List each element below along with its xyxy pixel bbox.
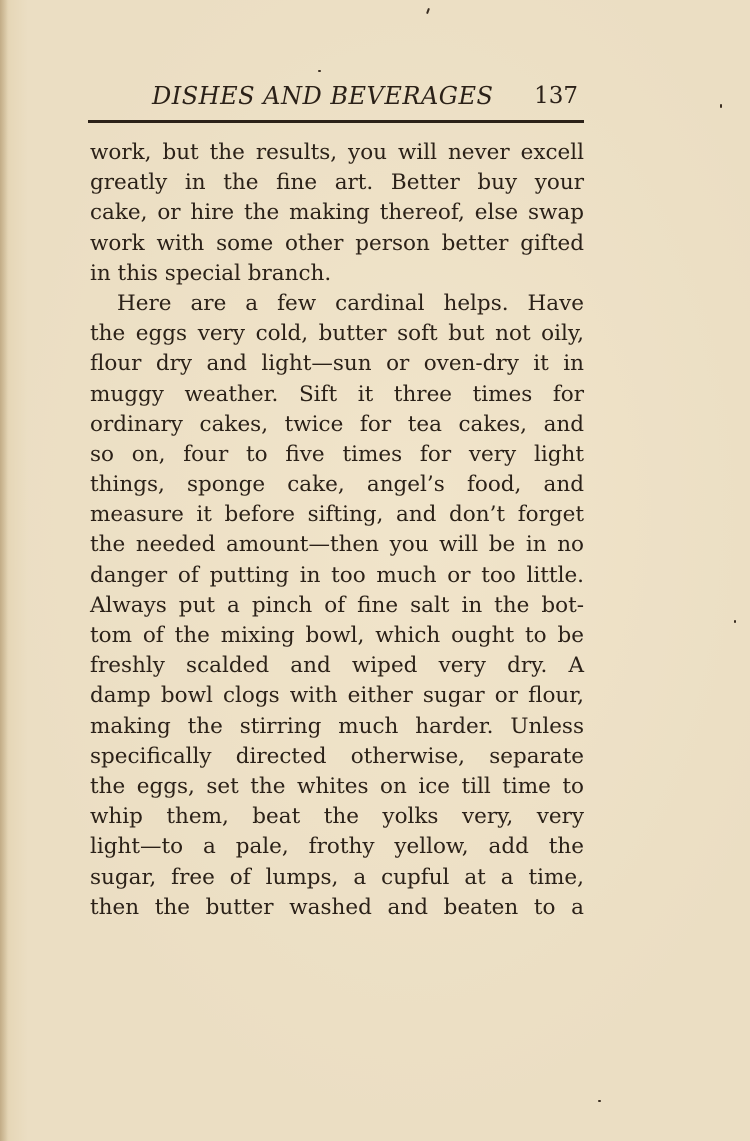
text-line: then the butter washed and beaten to a xyxy=(90,894,584,920)
text-line: freshly scalded and wiped very dry. A xyxy=(90,653,584,679)
page-number: 137 xyxy=(534,83,578,109)
text-line: specifically directed otherwise, separate xyxy=(90,743,584,769)
text-line: damp bowl clogs with either sugar or flour, xyxy=(90,683,584,709)
text-line: greatly in the fine art. Better buy your xyxy=(90,170,584,196)
body-text xyxy=(90,138,584,923)
gutter-shadow xyxy=(0,0,8,1141)
running-title: DISHES AND BEVERAGES xyxy=(152,82,494,110)
text-line: whip them, beat the yolks very, very xyxy=(90,804,584,830)
text-line: ordinary cakes, twice for tea cakes, and xyxy=(90,411,584,437)
text-line: work, but the results, you will never excell xyxy=(90,140,584,165)
text-line: work with some other person better gifted xyxy=(90,230,584,256)
text-line: Here are a few cardinal helps. Have xyxy=(117,290,584,316)
text-line: so on, four to five times for very light xyxy=(90,441,584,467)
text-line: the needed amount—then you will be in no xyxy=(90,532,584,558)
text-line: cake, or hire the making thereof, else swap xyxy=(90,200,584,226)
text-line: in this special branch. xyxy=(90,260,332,286)
header-rule xyxy=(88,120,584,123)
text-line: the eggs, set the whites on ice till time to xyxy=(90,773,584,799)
text-line: Always put a pinch of fine salt in the bot- xyxy=(90,592,584,618)
paper-speck xyxy=(720,104,722,108)
text-line: things, sponge cake, angel’s food, and xyxy=(90,472,584,498)
text-line: measure it before sifting, and don’t forget xyxy=(90,502,584,528)
text-line: sugar, free of lumps, a cupful at a time, xyxy=(90,864,584,890)
text-line: danger of putting in too much or too little. xyxy=(90,562,584,588)
paper-speck xyxy=(426,8,430,14)
text-line: tom of the mixing bowl, which ought to be xyxy=(90,623,584,648)
text-line: muggy weather. Sift it three times for xyxy=(90,381,584,407)
text-line: flour dry and light—sun or oven-dry it in xyxy=(90,351,584,377)
paper-speck xyxy=(318,70,321,72)
text-line: making the stirring much harder. Unless xyxy=(90,713,584,739)
paper-speck xyxy=(598,1100,601,1102)
text-line: the eggs very cold, butter soft but not oily, xyxy=(90,321,584,347)
running-head xyxy=(88,82,584,116)
text-line: light—to a pale, frothy yellow, add the xyxy=(90,834,584,860)
paper-speck xyxy=(734,620,736,623)
